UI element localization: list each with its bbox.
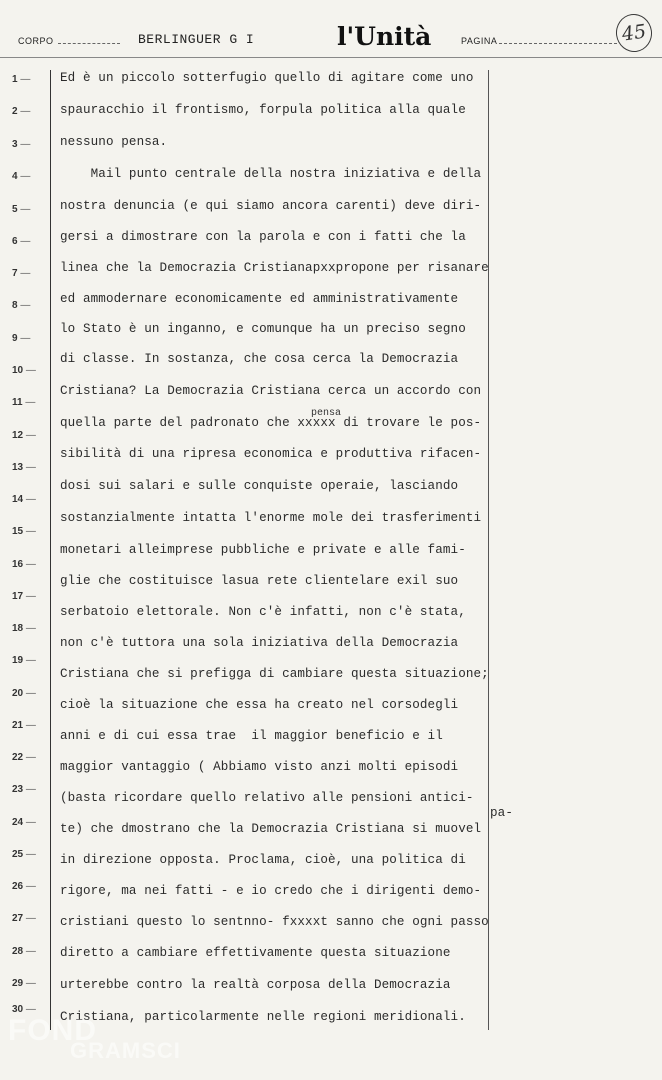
text-line: rigore, ma nei fatti - e io credo che i dirigenti demo- <box>60 884 482 898</box>
archive-watermark: FOND <box>8 1014 97 1047</box>
line-number: 17 — <box>12 591 42 602</box>
text-line: nostra denuncia (e qui siamo ancora carenti) deve diri- <box>60 199 482 213</box>
line-number: 10 — <box>12 365 42 376</box>
handwritten-page-number: 45 <box>614 12 655 55</box>
pagina-label: PAGINA <box>461 36 498 46</box>
line-number: 20 — <box>12 688 42 699</box>
line-number: 11 — <box>12 397 42 408</box>
line-number: 26 — <box>12 881 42 892</box>
line-number: 22 — <box>12 752 42 763</box>
line-number: 12 — <box>12 430 42 441</box>
line-number: 30 — <box>12 1004 42 1015</box>
line-number: 6 — <box>12 236 42 247</box>
right-margin-rule <box>488 70 489 1030</box>
left-margin-rule <box>50 70 51 1030</box>
line-number: 5 — <box>12 204 42 215</box>
text-line: gersi a dimostrare con la parola e con i fatti che la <box>60 230 466 244</box>
text-line: urterebbe contro la realtà corposa della Democrazia <box>60 978 451 992</box>
text-line: in direzione opposta. Proclama, cioè, una politica di <box>60 853 466 867</box>
text-line: lo Stato è un inganno, e comunque ha un preciso segno <box>60 322 466 336</box>
text-line: (basta ricordare quello relativo alle pensioni antici- <box>60 791 474 805</box>
text-line: di classe. In sostanza, che cosa cerca la Democrazia <box>60 352 459 366</box>
text-line: te) che dmostrano che la Democrazia Cristiana si muovel <box>60 822 482 836</box>
text-line: monetari alleimprese pubbliche e private e alle fami- <box>60 543 466 557</box>
text-line: serbatoio elettorale. Non c'è infatti, non c'è stata, <box>60 605 466 619</box>
line-number: 7 — <box>12 268 42 279</box>
typed-insertion: pensa <box>311 408 342 419</box>
text-line: spauracchio il frontismo, forpula politica alla quale <box>60 103 466 117</box>
line-number: 1 — <box>12 74 42 85</box>
line-number: 8 — <box>12 300 42 311</box>
line-number: 18 — <box>12 623 42 634</box>
line-number: 2 — <box>12 106 42 117</box>
line-number: 15 — <box>12 526 42 537</box>
text-line: quella parte del padronato che xxxxx di trovare le pos- <box>60 416 482 430</box>
line-number: 3 — <box>12 139 42 150</box>
text-line: anni e di cui essa trae il maggior beneficio e il <box>60 729 443 743</box>
archive-watermark: GRAMSCI <box>70 1038 181 1063</box>
text-line: Ed è un piccolo sotterfugio quello di agitare come uno <box>60 71 474 85</box>
line-number: 27 — <box>12 913 42 924</box>
pagina-field-line <box>499 35 617 44</box>
text-line: diretto a cambiare effettivamente questa situazione <box>60 946 451 960</box>
text-line: Cristiana, particolarmente nelle regioni meridionali. <box>60 1010 466 1024</box>
line-number: 28 — <box>12 946 42 957</box>
line-number: 23 — <box>12 784 42 795</box>
text-line: sostanzialmente intatta l'enorme mole dei trasferimenti <box>60 511 482 525</box>
line-number: 19 — <box>12 655 42 666</box>
line-number: 21 — <box>12 720 42 731</box>
text-line: non c'è tuttora una sola iniziativa della Democrazia <box>60 636 459 650</box>
line-number: 29 — <box>12 978 42 989</box>
text-line-continuation: pa- <box>490 806 513 820</box>
text-line: glie che costituisce lasua rete clientelare exil suo <box>60 574 459 588</box>
text-line: linea che la Democrazia Cristianapxxpropone per risanare <box>60 261 489 275</box>
line-number: 13 — <box>12 462 42 473</box>
text-line: dosi sui salari e sulle conquiste operaie, lasciando <box>60 479 459 493</box>
text-line: sibilità di una ripresa economica e produttiva rifacen- <box>60 447 482 461</box>
line-number: 9 — <box>12 333 42 344</box>
header-divider <box>0 57 662 58</box>
line-number: 14 — <box>12 494 42 505</box>
line-number: 16 — <box>12 559 42 570</box>
line-number: 4 — <box>12 171 42 182</box>
text-line: ed ammodernare economicamente ed amministrativamente <box>60 292 459 306</box>
newspaper-masthead: l'Unità <box>337 22 432 51</box>
text-line: nessuno pensa. <box>60 135 168 149</box>
text-line: Cristiana? La Democrazia Cristiana cerca un accordo con <box>60 384 482 398</box>
line-number: 25 — <box>12 849 42 860</box>
text-line: Cristiana che si prefigga di cambiare questa situazione; <box>60 667 489 681</box>
corpo-field-line <box>58 35 120 44</box>
text-line: maggior vantaggio ( Abbiamo visto anzi molti episodi <box>60 760 459 774</box>
author-field: BERLINGUER G I <box>138 32 255 47</box>
line-number: 24 — <box>12 817 42 828</box>
text-line: cioè la situazione che essa ha creato nel corsodegli <box>60 698 459 712</box>
text-line: cristiani questo lo sentnno- fxxxxt sanno che ogni passo <box>60 915 489 929</box>
text-line: Mail punto centrale della nostra iniziativa e della <box>60 167 482 181</box>
corpo-label: CORPO <box>18 36 54 46</box>
